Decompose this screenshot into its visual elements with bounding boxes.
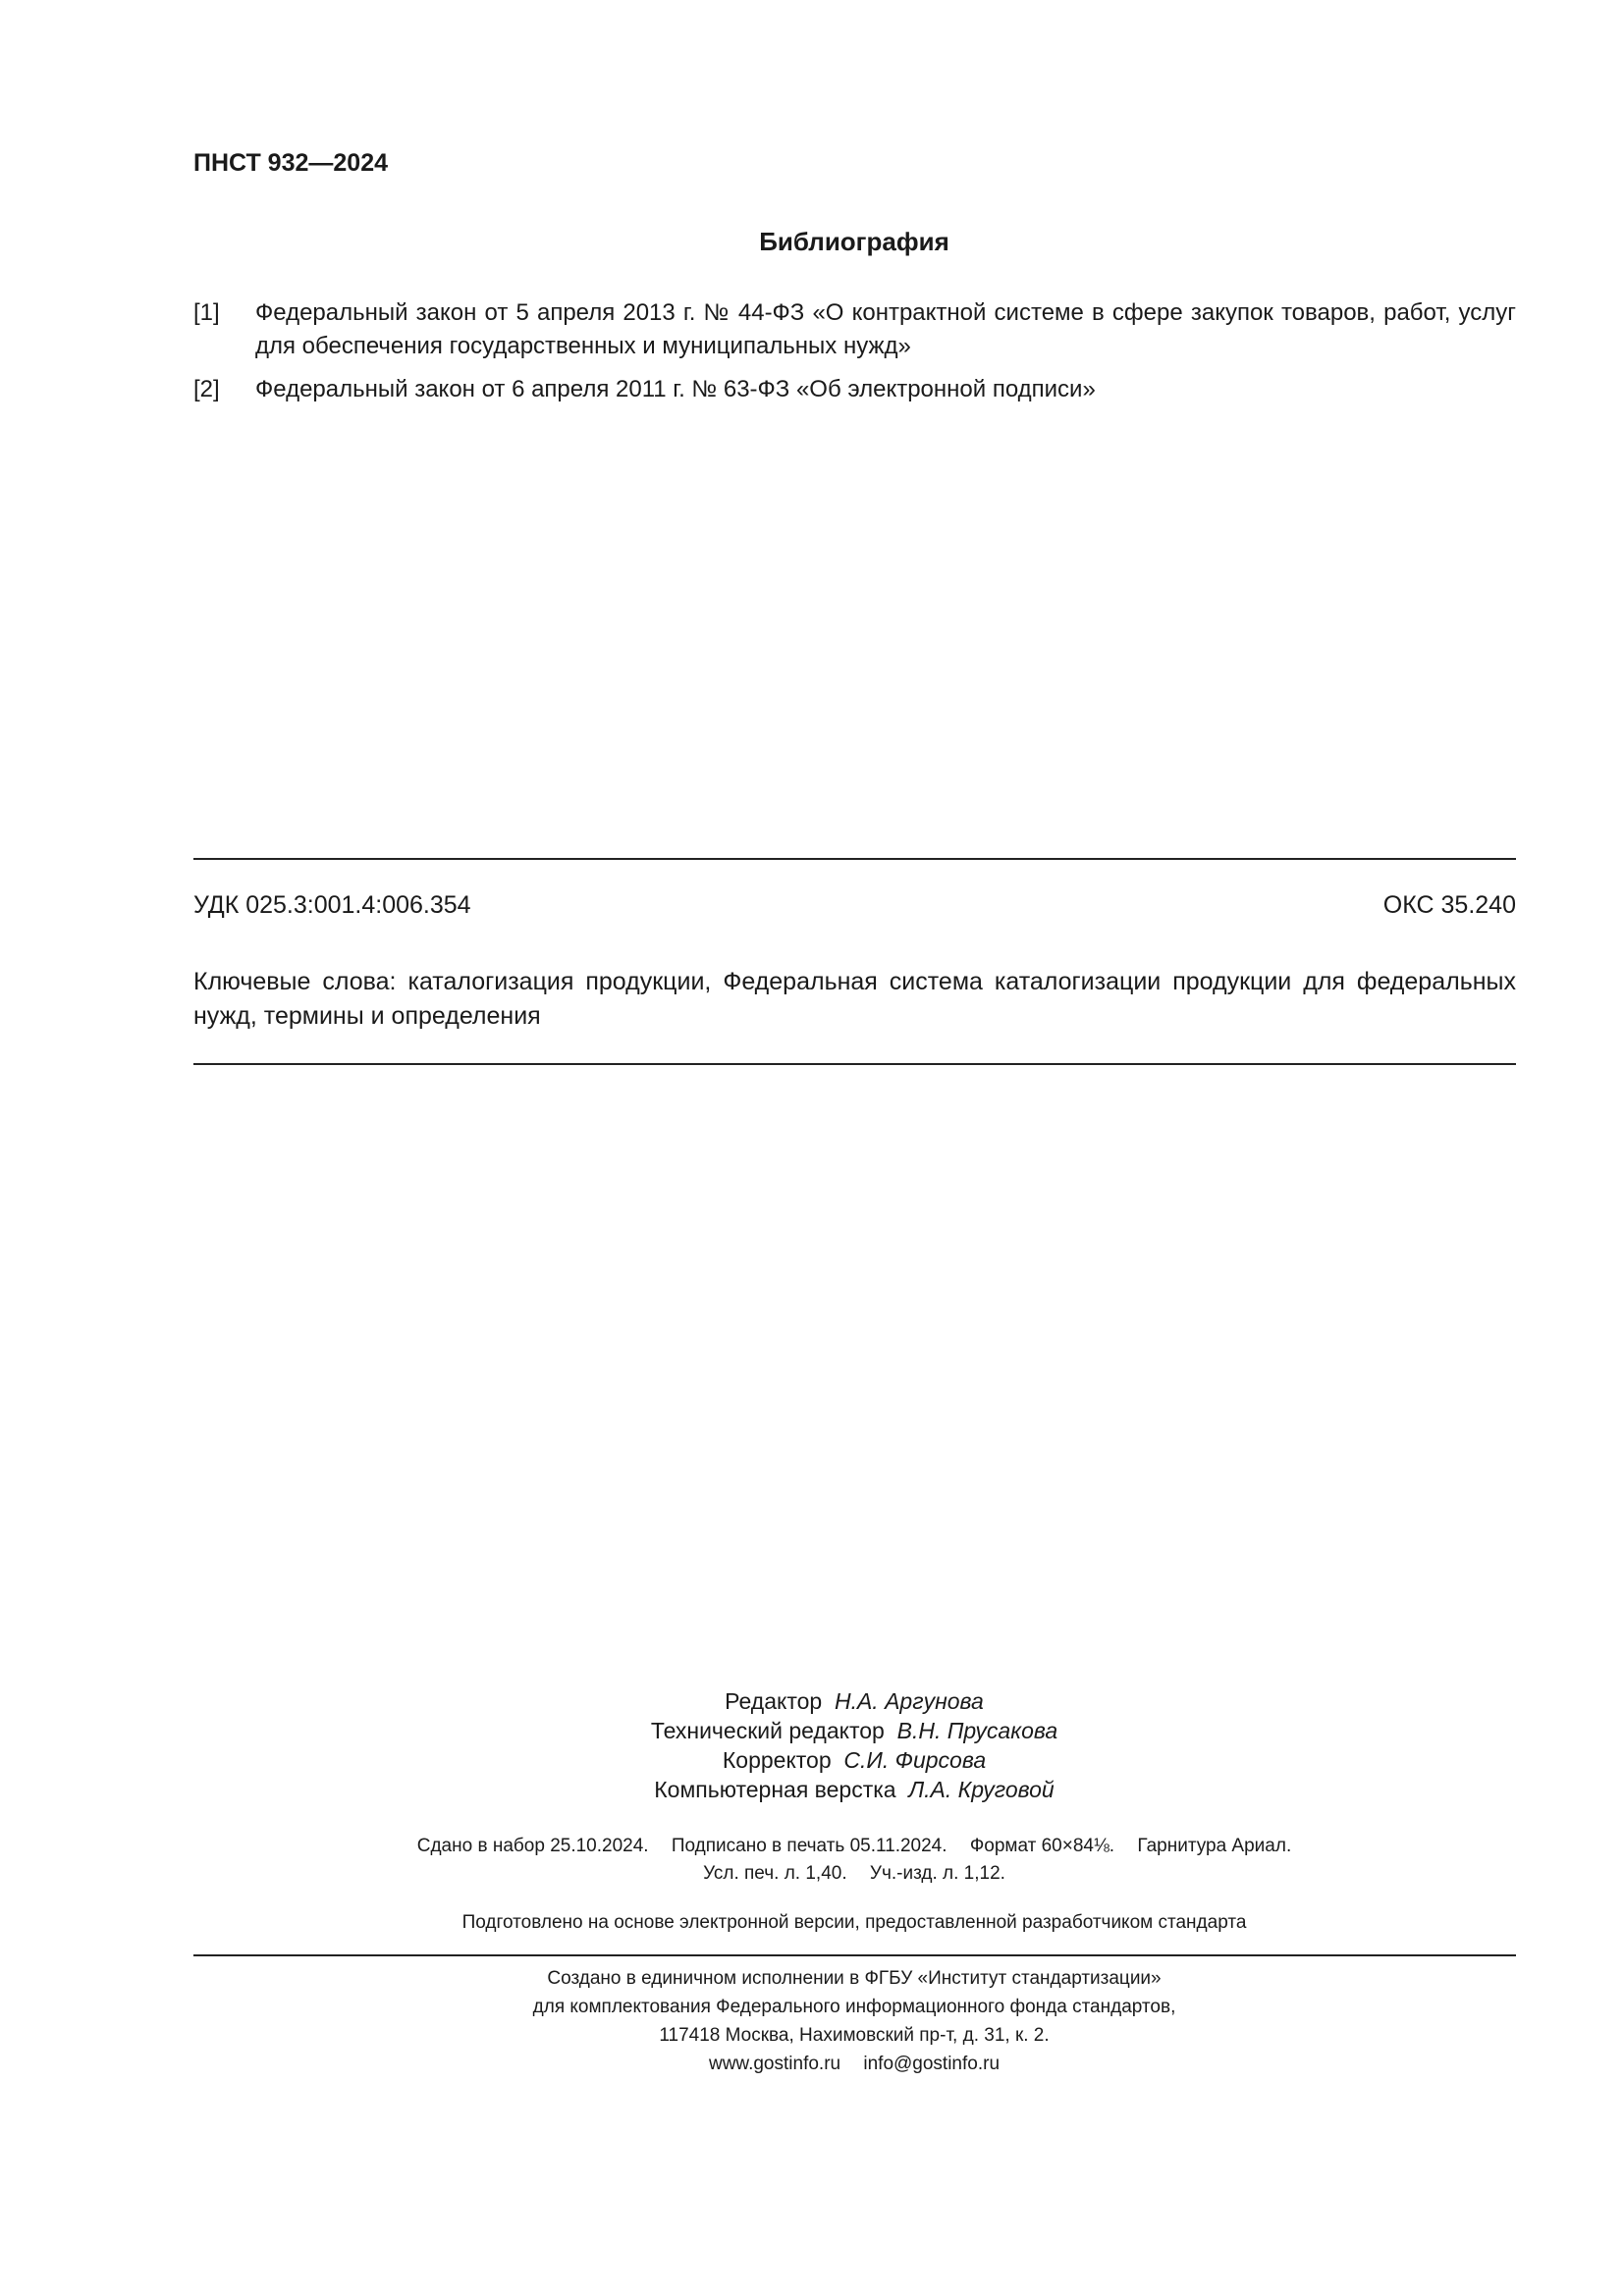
editor-line (0, 1686, 1624, 1716)
bibliography-title: Библиография (759, 227, 949, 256)
publication-line-2 (0, 1860, 1624, 1888)
divider-middle (193, 1063, 1516, 1065)
editor-role: Технический редактор (650, 1718, 885, 1743)
bibliography-list (193, 296, 1516, 416)
editor-name: Л.А. Круговой (908, 1777, 1055, 1802)
imprint-block (0, 1964, 1624, 2078)
divider-top (193, 858, 1516, 860)
editor-line (0, 1716, 1624, 1745)
imprint-line-2: для комплектования Федерального информационного фонда стандартов, (532, 1997, 1176, 2017)
publication-info (0, 1833, 1624, 1888)
imprint-contacts (0, 2050, 1624, 2078)
publication-line-1 (0, 1833, 1624, 1860)
editor-role: Редактор (725, 1688, 823, 1714)
edit-sheets: Уч.-изд. л. 1,12. (869, 1863, 1005, 1884)
typeface: Гарнитура Ариал. (1137, 1836, 1292, 1856)
keywords: Ключевые слова: каталогизация продукции, Федеральная система каталогизации продукции для федеральных нужд, термины и определения (193, 968, 1516, 1030)
submitted-date: Сдано в набор 25.10.2024. (416, 1836, 649, 1856)
print-sheets: Усл. печ. л. 1,40. (703, 1863, 847, 1884)
oks-code: ОКС 35.240 (1382, 891, 1516, 919)
editor-name: Н.А. Аргунова (834, 1688, 984, 1714)
prepared-note: Подготовлено на основе электронной версии, предоставленной разработчиком стандарта (461, 1912, 1247, 1933)
editor-role: Компьютерная верстка (654, 1777, 896, 1802)
paper-format: Формат 60×84⅛. (969, 1836, 1115, 1856)
email-link[interactable]: info@gostinfo.ru (863, 2054, 1001, 2074)
bibliography-entry (193, 373, 1516, 406)
udk-code: УДК 025.3:001.4:006.354 (193, 891, 471, 919)
standard-code: ПНСТ 932—2024 (193, 149, 388, 177)
imprint-address: 117418 Москва, Нахимовский пр-т, д. 31, к. 2. (659, 2025, 1050, 2046)
editor-line (0, 1745, 1624, 1775)
editor-role: Корректор (722, 1747, 832, 1773)
website-link[interactable]: www.gostinfo.ru (708, 2054, 841, 2074)
bibliography-entry-number: [2] (193, 376, 220, 402)
signed-date: Подписано в печать 05.11.2024. (671, 1836, 947, 1856)
editors-block (0, 1686, 1624, 1804)
bibliography-entry (193, 296, 1516, 363)
editor-name: В.Н. Прусакова (896, 1718, 1058, 1743)
bibliography-entry-number: [1] (193, 299, 220, 326)
divider-bottom (193, 1954, 1516, 1956)
bibliography-entry-text: Федеральный закон от 5 апреля 2013 г. № 44-ФЗ «О контрактной системе в сфере закупок товаров, работ, услуг для обеспечения государственных и муниципальных нужд» (255, 299, 1516, 359)
editor-name: С.И. Фирсова (843, 1747, 987, 1773)
editor-line (0, 1775, 1624, 1804)
imprint-line-1: Создано в единичном исполнении в ФГБУ «Институт стандартизации» (547, 1968, 1162, 1989)
bibliography-entry-text: Федеральный закон от 6 апреля 2011 г. № 63-ФЗ «Об электронной подписи» (255, 376, 1096, 402)
